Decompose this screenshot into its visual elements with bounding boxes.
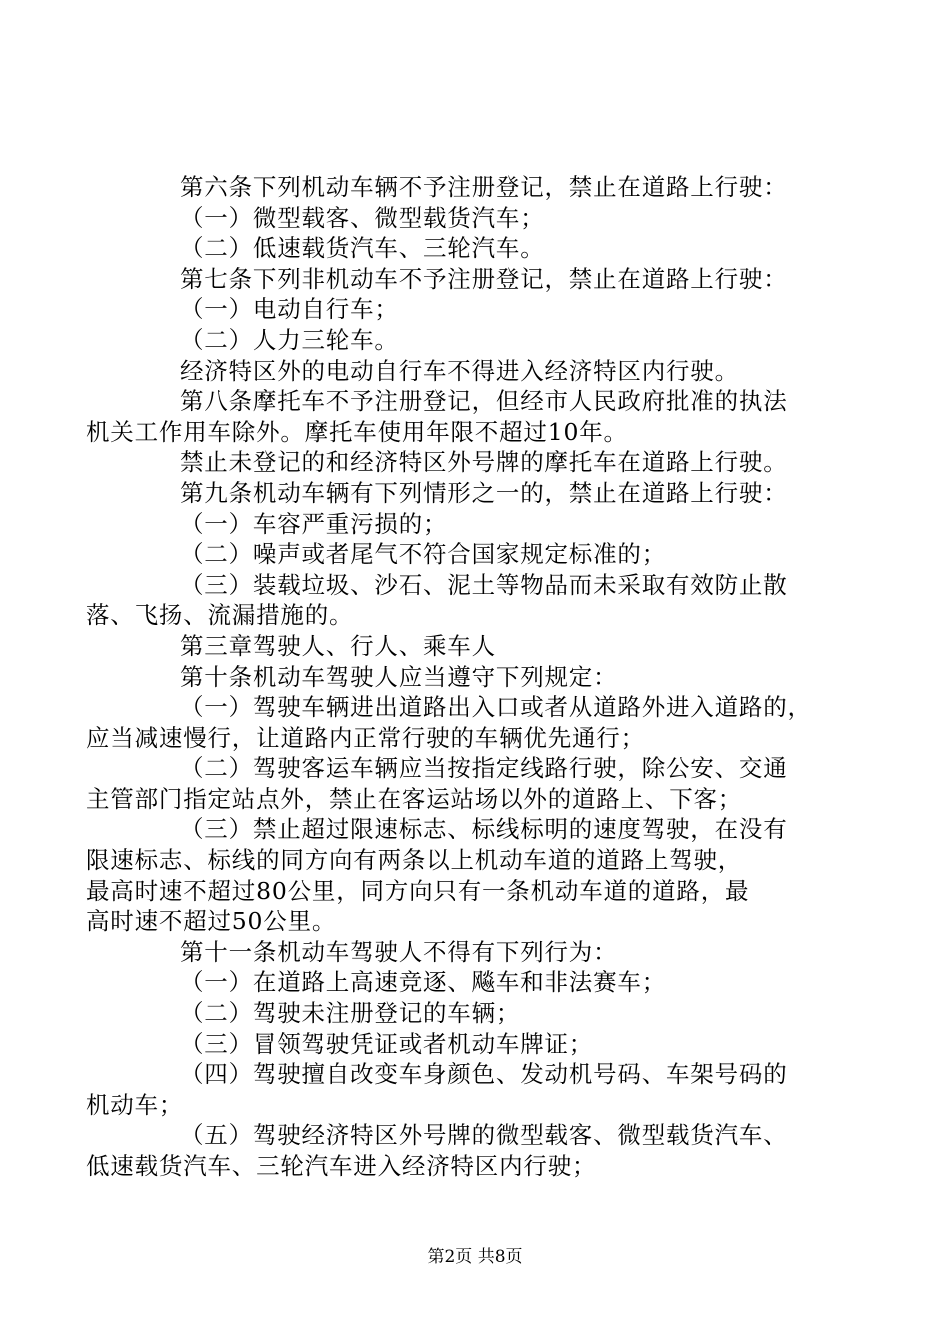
paragraph-first-line: 第六条下列机动车辆不予注册登记，禁止在道路上行驶： [180,173,788,201]
paragraph-first-line: 第十条机动车驾驶人应当遵守下列规定： [180,662,618,691]
paragraph [133,325,833,356]
paragraph [133,203,833,234]
paragraph-continuation-line: 限速标志、标线的同方向有两条以上机动车道的道路上驾驶， [86,846,743,875]
paragraph-first-line: 第七条下列非机动车不予注册登记，禁止在道路上行驶： [180,264,788,293]
paragraph-first-line: （二）驾驶客运车辆应当按指定线路行驶，除公安、交通 [180,754,788,783]
paragraph [133,539,833,570]
document-body [86,172,833,1182]
paragraph [133,447,833,478]
paragraph-continuation-line: 机动车； [86,1090,184,1119]
paragraph-continuation-line: 高时速不超过50公里。 [86,907,337,936]
paragraph [133,233,833,264]
paragraph-first-line: （一）微型载客、微型载货汽车； [180,203,545,232]
paragraph-first-line: 禁止未登记的和经济特区外号牌的摩托车在道路上行驶。 [180,448,788,477]
paragraph-continuation-line: 应当减速慢行，让道路内正常行驶的车辆优先通行； [86,723,645,752]
paragraph [133,967,833,998]
paragraph [133,356,833,387]
paragraph-first-line: （二）人力三轮车。 [180,325,399,354]
paragraph [133,631,833,662]
paragraph [133,478,833,509]
paragraph-first-line: （二）低速载货汽车、三轮汽车。 [180,234,545,263]
paragraph [133,1029,833,1060]
paragraph [133,998,833,1029]
paragraph-continuation-line: 主管部门指定站点外，禁止在客运站场以外的道路上、下客； [86,784,743,813]
paragraph-continuation-line: 机关工作用车除外。摩托车使用年限不超过10年。 [86,417,628,446]
paragraph-continuation-line: 最高时速不超过80公里，同方向只有一条机动车道的道路，最 [86,876,750,905]
paragraph [133,294,833,325]
paragraph [133,172,833,203]
paragraph [86,386,833,447]
paragraph [133,937,833,968]
page-footer: 第2页 共8页 [427,1247,523,1267]
paragraph-first-line: （一）车容严重污损的； [180,509,448,538]
paragraph [86,1059,833,1120]
paragraph-first-line: 第九条机动车辆有下列情形之一的，禁止在道路上行驶： [180,478,788,507]
paragraph-first-line: （二）噪声或者尾气不符合国家规定标准的； [180,540,666,569]
paragraph-first-line: （一）驾驶车辆进出道路出入口或者从道路外进入道路的， [180,693,812,722]
paragraph [86,814,833,936]
paragraph-first-line: （二）驾驶未注册登记的车辆； [180,999,521,1028]
paragraph-continuation-line: 低速载货汽车、三轮汽车进入经济特区内行驶； [86,1152,597,1180]
paragraph-first-line: 第三章驾驶人、行人、乘车人 [180,631,496,660]
paragraph-first-line: 经济特区外的电动自行车不得进入经济特区内行驶。 [180,356,739,385]
paragraph-first-line: （四）驾驶擅自改变车身颜色、发动机号码、车架号码的 [180,1060,788,1089]
paragraph [86,1120,833,1181]
paragraph-continuation-line: 落、飞扬、流漏措施的。 [86,601,354,630]
paragraph-first-line: 第八条摩托车不予注册登记，但经市人民政府批准的执法 [180,387,788,416]
paragraph [133,509,833,540]
paragraph [86,570,833,631]
paragraph-first-line: （一）电动自行车； [180,295,399,324]
paragraph-first-line: 第十一条机动车驾驶人不得有下列行为： [180,937,618,966]
paragraph [133,662,833,693]
paragraph-first-line: （一）在道路上高速竞逐、飚车和非法赛车； [180,968,666,997]
paragraph [133,264,833,295]
paragraph-first-line: （三）装载垃圾、沙石、泥土等物品而未采取有效防止散 [180,570,788,599]
paragraph-first-line: （五）驾驶经济特区外号牌的微型载客、微型载货汽车、 [180,1121,788,1150]
paragraph-first-line: （三）禁止超过限速标志、标线标明的速度驾驶，在没有 [180,815,788,844]
paragraph [86,753,833,814]
paragraph-first-line: （三）冒领驾驶凭证或者机动车牌证； [180,1029,594,1058]
paragraph [86,692,833,753]
